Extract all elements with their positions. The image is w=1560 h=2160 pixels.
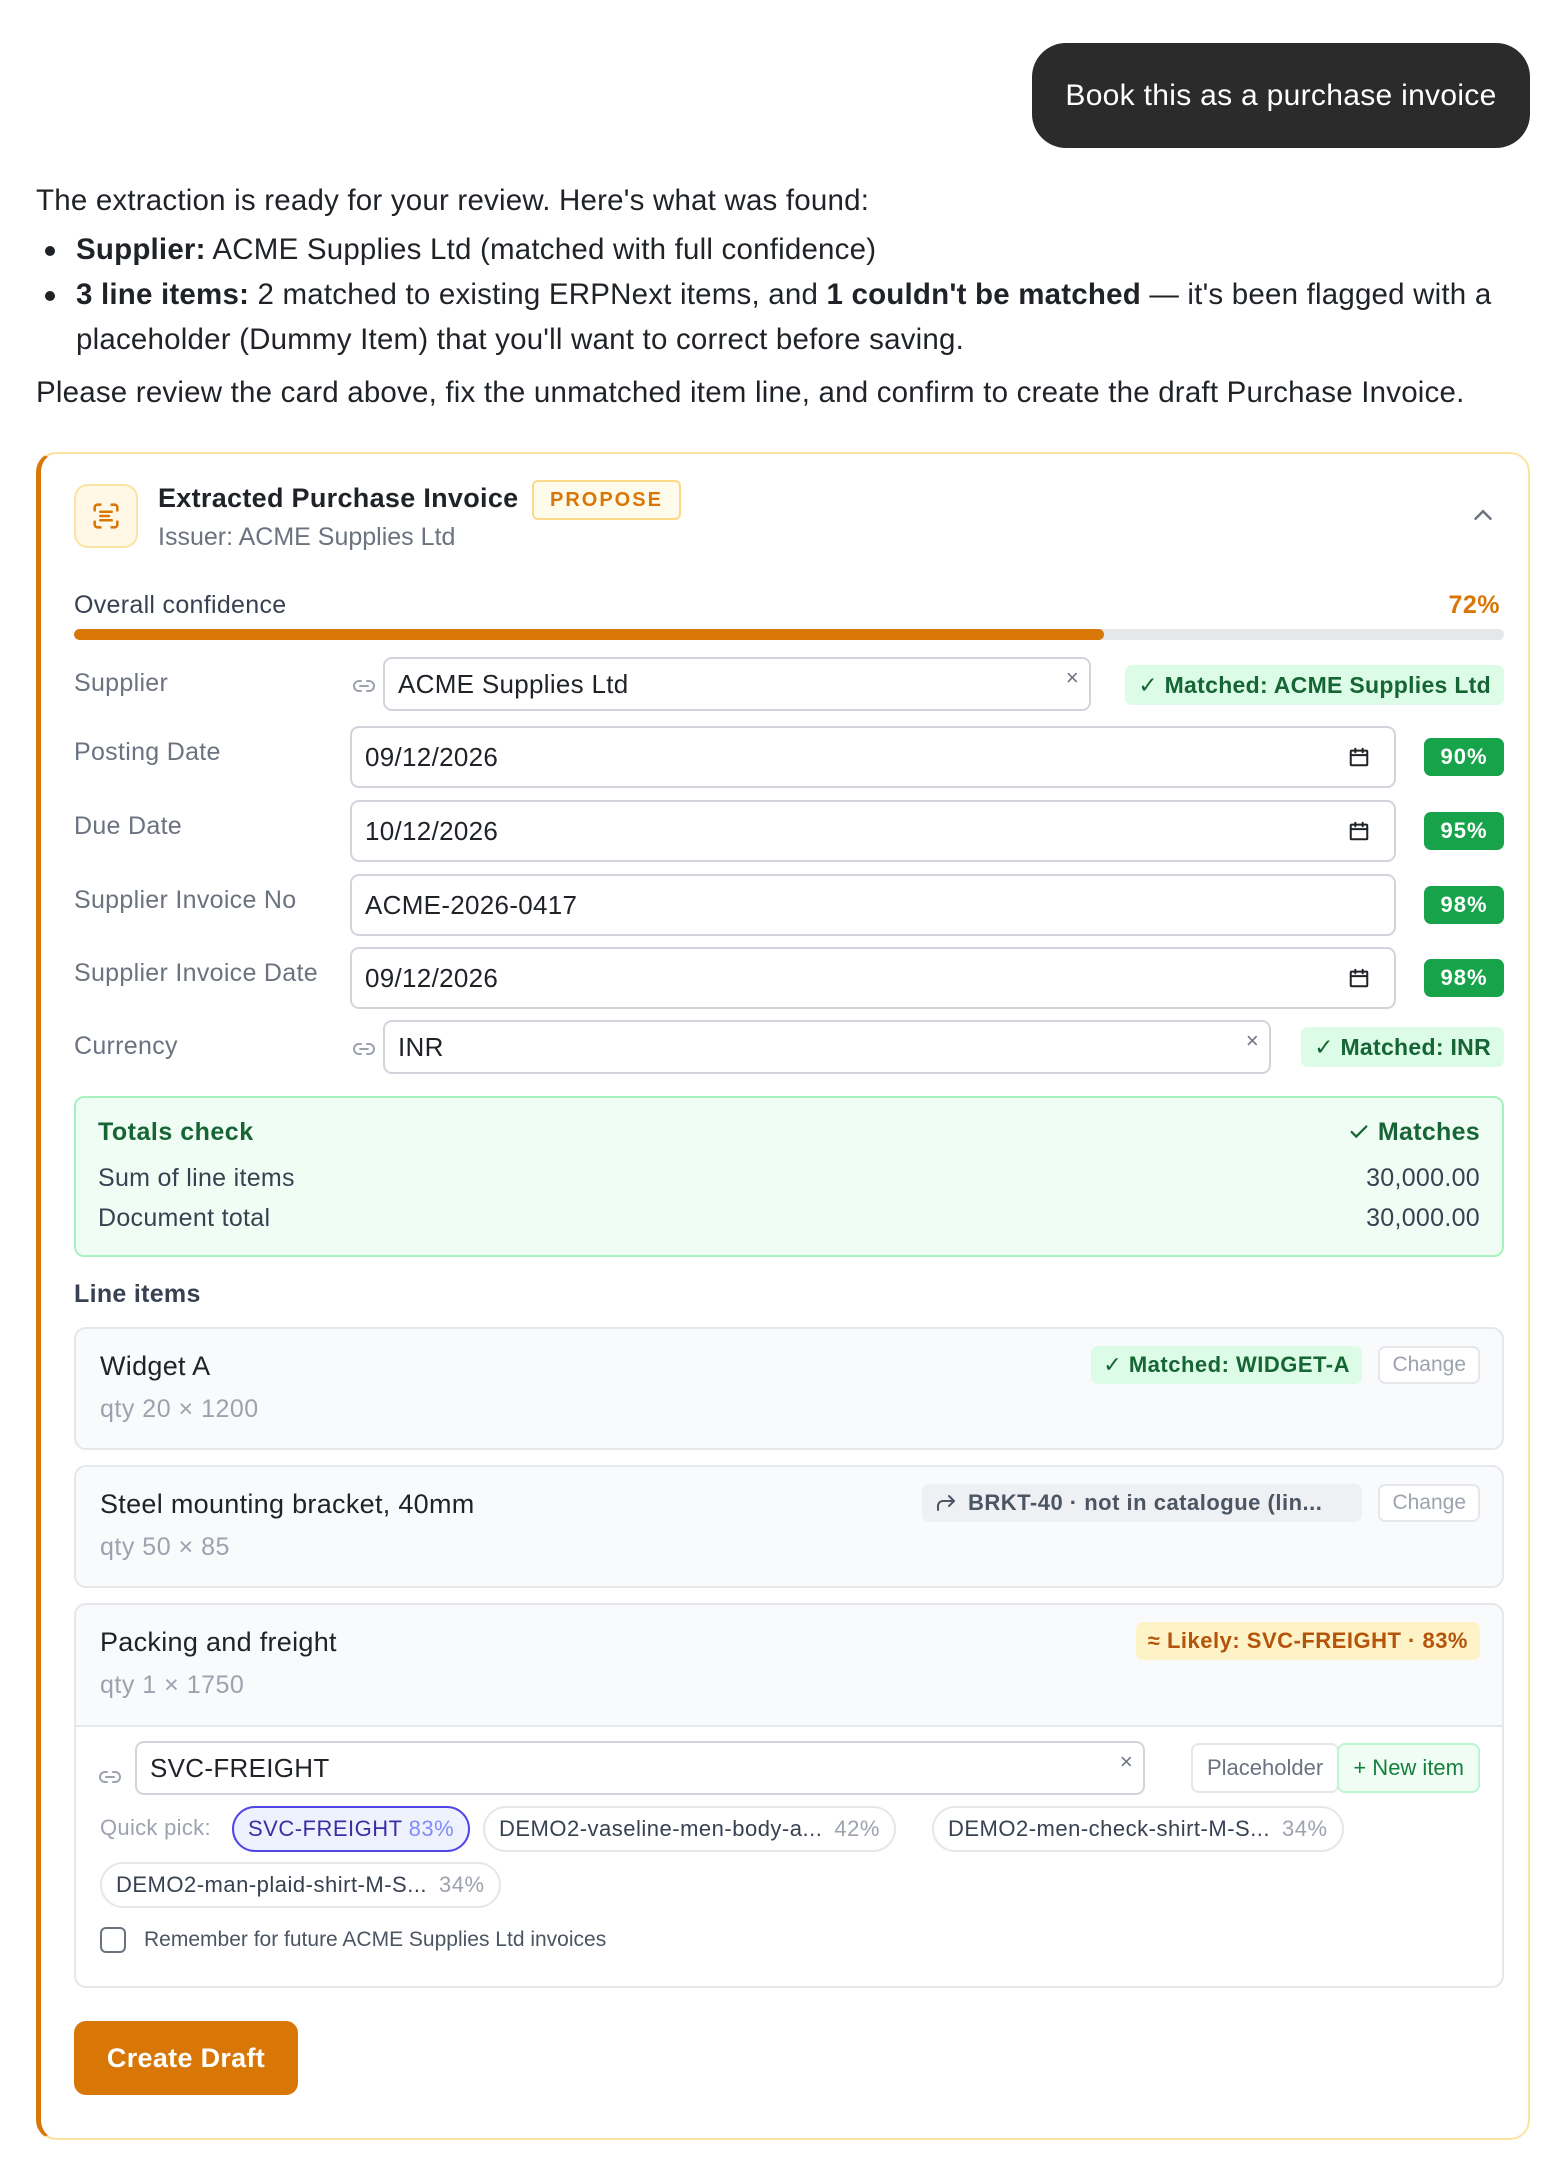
- item-unmatched-badge: [922, 1484, 1362, 1522]
- item-badge-text: BRKT-40 · not in catalogue (lin...: [968, 1490, 1323, 1515]
- change-button[interactable]: Change: [1378, 1484, 1480, 1522]
- item-match-editor: [76, 1727, 1502, 1986]
- card-subtitle: Issuer: ACME Supplies Ltd: [158, 523, 456, 551]
- currency-match-badge: ✓ Matched: INR: [1301, 1027, 1504, 1067]
- due-date-value: 10/12/2026: [365, 815, 499, 846]
- user-message-bubble: Book this as a purchase invoice: [1032, 43, 1530, 148]
- confidence-value: 72%: [1448, 591, 1500, 619]
- invoice-card: [36, 452, 1530, 2140]
- chip-pct: 34%: [439, 1872, 485, 1897]
- invoice-date-input[interactable]: [350, 947, 1396, 1009]
- new-item-button[interactable]: + New item: [1337, 1743, 1480, 1793]
- posting-date-input[interactable]: [350, 726, 1396, 788]
- finding-label: 3 line items:: [76, 278, 250, 311]
- due-date-confidence: 95%: [1424, 812, 1504, 850]
- document-scan-icon: [74, 484, 138, 548]
- item-qty: qty 1 × 1750: [100, 1671, 245, 1699]
- create-draft-button[interactable]: Create Draft: [74, 2021, 298, 2095]
- posting-date-value: 09/12/2026: [365, 741, 499, 772]
- placeholder-button[interactable]: Placeholder: [1191, 1743, 1339, 1793]
- clear-icon[interactable]: ×: [1065, 665, 1079, 690]
- sum-value: 30,000.00: [1366, 1164, 1480, 1192]
- chevron-up-icon[interactable]: [1468, 500, 1498, 530]
- assistant-message: [36, 178, 1526, 415]
- finding-supplier: [36, 227, 1526, 272]
- link-icon: [98, 1765, 122, 1789]
- invoice-date-label: Supplier Invoice Date: [74, 959, 318, 987]
- due-date-input[interactable]: [350, 800, 1396, 862]
- finding-text: ACME Supplies Ltd (matched with full confidence): [205, 233, 877, 266]
- card-title: Extracted Purchase Invoice: [158, 483, 519, 513]
- currency-input[interactable]: [383, 1020, 1271, 1074]
- document-total-label: Document total: [98, 1204, 271, 1232]
- item-code-input[interactable]: [135, 1741, 1145, 1795]
- item-name: Packing and freight: [100, 1627, 337, 1657]
- quick-pick-chip[interactable]: [100, 1862, 501, 1908]
- redirect-arrow-icon: [934, 1491, 958, 1515]
- quick-pick-chip[interactable]: [932, 1806, 1344, 1852]
- clear-icon[interactable]: ×: [1119, 1749, 1133, 1774]
- item-qty: qty 20 × 1200: [100, 1395, 259, 1423]
- quick-pick-chip[interactable]: [483, 1806, 896, 1852]
- remember-checkbox-row[interactable]: [100, 1927, 606, 1953]
- invoice-no-confidence: 98%: [1424, 886, 1504, 924]
- chip-pct: 34%: [1282, 1816, 1328, 1841]
- finding-text: — it's been flagged with a placeholder (Dummy Item) that you'll want to correct before saving.: [76, 278, 1492, 356]
- finding-text: 2 matched to existing ERPNext items, and: [249, 278, 827, 311]
- due-date-label: Due Date: [74, 812, 183, 840]
- totals-title: Totals check: [98, 1118, 254, 1146]
- supplier-match-badge: ✓ Matched: ACME Supplies Ltd: [1125, 665, 1504, 705]
- line-items-heading: Line items: [74, 1280, 201, 1308]
- currency-label: Currency: [74, 1032, 178, 1060]
- posting-date-label: Posting Date: [74, 738, 221, 766]
- propose-badge: PROPOSE: [532, 480, 681, 520]
- line-item: [74, 1465, 1504, 1588]
- confidence-label: Overall confidence: [74, 591, 287, 619]
- supplier-input[interactable]: [383, 657, 1091, 711]
- chip-name: SVC-FREIGHT: [248, 1816, 403, 1841]
- assistant-closing: Please review the card above, fix the unmatched item line, and confirm to create the draft Purchase Invoice.: [36, 376, 1465, 409]
- posting-date-confidence: 90%: [1424, 738, 1504, 776]
- totals-status: [1348, 1118, 1480, 1147]
- link-icon: [352, 674, 376, 698]
- invoice-no-label: Supplier Invoice No: [74, 886, 297, 914]
- calendar-icon[interactable]: [1348, 820, 1370, 842]
- supplier-value: ACME Supplies Ltd: [398, 668, 629, 699]
- check-icon: [1348, 1121, 1370, 1143]
- remember-checkbox[interactable]: [100, 1927, 126, 1953]
- invoice-no-value: ACME-2026-0417: [365, 889, 578, 920]
- item-likely-badge: ≈ Likely: SVC-FREIGHT · 83%: [1136, 1622, 1480, 1660]
- chip-pct: 42%: [834, 1816, 880, 1841]
- invoice-date-value: 09/12/2026: [365, 962, 499, 993]
- invoice-no-input[interactable]: [350, 874, 1396, 936]
- item-code-value: SVC-FREIGHT: [150, 1752, 330, 1783]
- change-button[interactable]: Change: [1378, 1346, 1480, 1384]
- item-name: Widget A: [100, 1351, 211, 1381]
- finding-line-items: [36, 272, 1526, 362]
- findings-list: [36, 227, 1526, 362]
- totals-status-text: Matches: [1377, 1118, 1480, 1146]
- assistant-intro: The extraction is ready for your review. Here's what was found:: [36, 184, 870, 217]
- item-qty: qty 50 × 85: [100, 1533, 230, 1561]
- calendar-icon[interactable]: [1348, 746, 1370, 768]
- line-item-expanded: [74, 1603, 1504, 1988]
- totals-check-panel: [74, 1096, 1504, 1257]
- finding-label: Supplier:: [76, 233, 206, 266]
- sum-label: Sum of line items: [98, 1164, 295, 1192]
- confidence-bar-fill: [74, 629, 1104, 640]
- chip-pct: 83%: [408, 1816, 455, 1841]
- currency-value: INR: [398, 1031, 444, 1062]
- clear-icon[interactable]: ×: [1245, 1028, 1259, 1053]
- calendar-icon[interactable]: [1348, 967, 1370, 989]
- link-icon: [352, 1037, 376, 1061]
- remember-label: Remember for future ACME Supplies Ltd invoices: [144, 1928, 607, 1951]
- confidence-bar: [74, 629, 1504, 640]
- document-total-value: 30,000.00: [1366, 1204, 1480, 1232]
- chip-name: DEMO2-man-plaid-shirt-M-S...: [116, 1872, 428, 1897]
- supplier-label: Supplier: [74, 669, 169, 697]
- item-name: Steel mounting bracket, 40mm: [100, 1489, 475, 1519]
- quick-pick-chip[interactable]: [232, 1806, 470, 1852]
- line-item: [74, 1327, 1504, 1450]
- chip-name: DEMO2-men-check-shirt-M-S...: [948, 1816, 1271, 1841]
- chip-name: DEMO2-vaseline-men-body-a...: [499, 1816, 823, 1841]
- quick-pick-label: Quick pick:: [100, 1815, 211, 1840]
- item-match-badge: ✓ Matched: WIDGET-A: [1091, 1346, 1362, 1384]
- finding-emphasis: 1 couldn't be matched: [826, 278, 1141, 311]
- invoice-date-confidence: 98%: [1424, 959, 1504, 997]
